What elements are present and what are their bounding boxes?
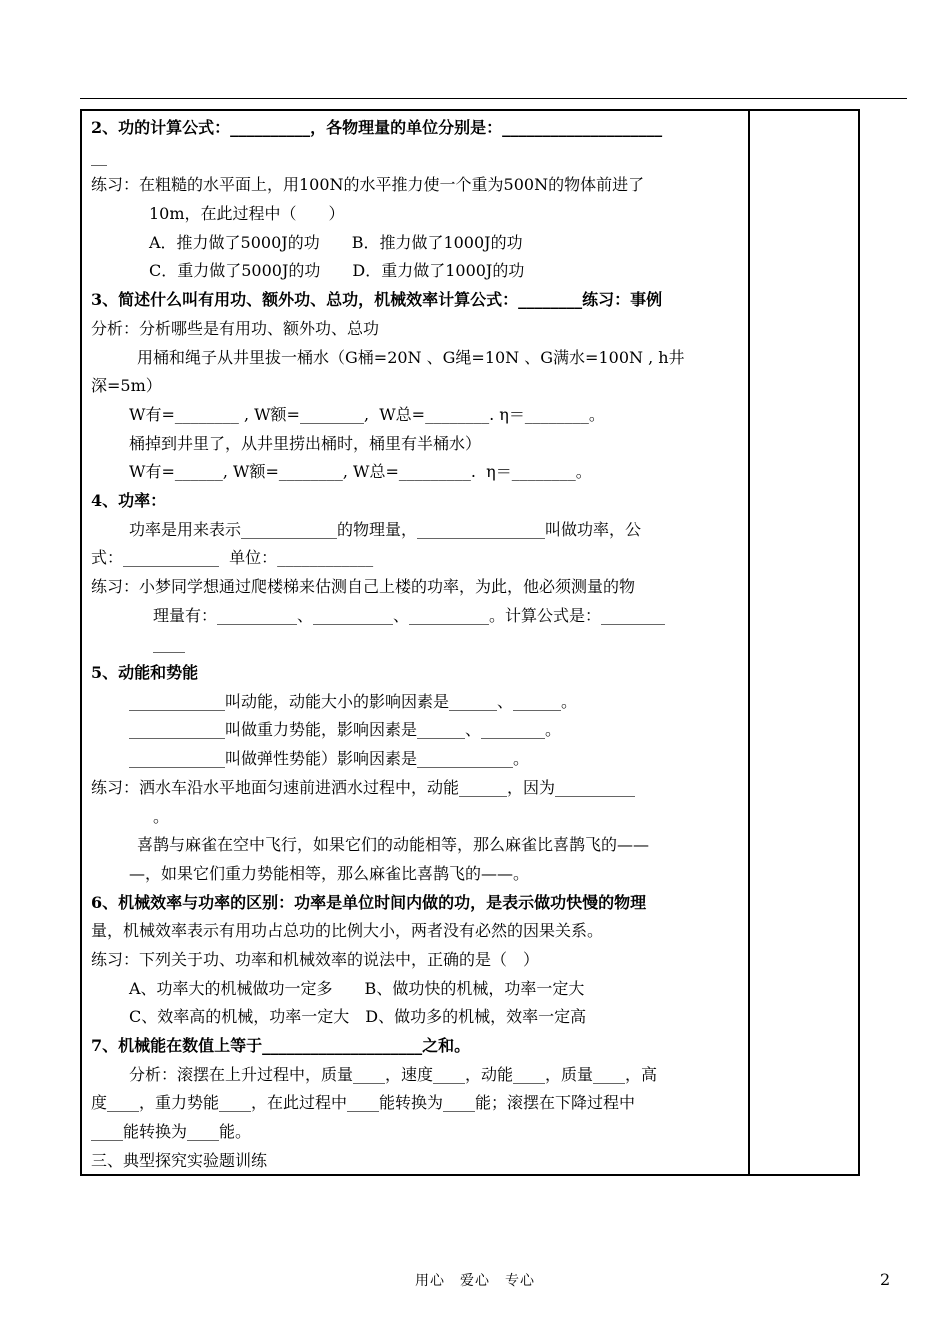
text-line: 三、典型探究实验题训练 [91, 1150, 268, 1170]
text-line: 分析：滚摆在上升过程中，质量____，速度____，动能____，质量____，高 [129, 1064, 658, 1084]
text-line: 练习：下列关于功、功率和机械效率的说法中，正确的是（ ） [91, 949, 540, 969]
text-line: 6、机械效率与功率的区别：功率是单位时间内做的功，是表示做功快慢的物理 [91, 892, 647, 912]
text-line: 练习：在粗糙的水平面上，用100N的水平推力使一个重为500N的物体前进了 [91, 175, 645, 195]
text-line: 练习：小梦同学想通过爬楼梯来估测自己上楼的功率，为此，他必须测量的物 [91, 577, 636, 596]
text-line: 用桶和绳子从井里拔一桶水（G桶=20N 、G绳=10N 、G满水=100N , h井 [137, 347, 685, 367]
text-line: —，如果它们重力势能相等，那么麻雀比喜鹊飞的——。 [129, 863, 530, 883]
text-line: 深=5m） [91, 376, 162, 396]
text-line: 度____，重力势能____，在此过程中____能转换为____能；滚摆在下降过程中 [91, 1093, 636, 1113]
text-line: C．重力做了5000J的功 D．重力做了1000J的功 [149, 261, 525, 281]
text-line: 。 [153, 806, 170, 826]
text-line: 10m，在此过程中（ ） [149, 204, 345, 224]
text-line: 功率是用来表示____________的物理量，________________叫做功率，公 [129, 519, 642, 539]
text-line: 式：____________ 单位：____________ [91, 548, 374, 568]
text-line: 桶掉到井里了，从井里捞出桶时，桶里有半桶水） [129, 433, 482, 453]
text-line: 3、简述什么叫有用功、额外功、总功，机械效率计算公式：________练习：事例 [91, 290, 663, 310]
worksheet-content [91, 114, 741, 1175]
text-line: 量，机械效率表示有用功占总功的比例大小，两者没有必然的因果关系。 [91, 921, 604, 941]
text-line: A．推力做了5000J的功 B．推力做了1000J的功 [149, 232, 523, 252]
text-line: A、功率大的机械做功一定多 B、做功快的机械，功率一定大 [129, 978, 585, 998]
text-line: W有=______, W额=________, W总=_________. η＝________。 [129, 462, 592, 482]
text-line: ____________叫动能，动能大小的影响因素是______、______。 [129, 691, 578, 711]
text-line: ____________叫做重力势能，影响因素是______、________。 [129, 720, 562, 740]
page-number: 2 [880, 1270, 891, 1289]
text-line: ____ [153, 634, 185, 654]
text-line: 理量有：__________、__________、__________。计算公式是：________ [153, 605, 666, 625]
text-line: W有=________ , W额=________, W总=________. η＝________。 [129, 404, 605, 424]
text-line: ____能转换为____能。 [91, 1122, 252, 1142]
text-line: ____________叫做弹性势能）影响因素是____________。 [129, 749, 530, 769]
text-line: 喜鹊与麻雀在空中飞行，如果它们的动能相等，那么麻雀比喜鹊飞的—— [137, 835, 650, 855]
text-line: 练习：洒水车沿水平地面匀速前进洒水过程中，动能______，因为__________ [91, 777, 636, 797]
text-line: __ [91, 146, 107, 166]
header-rule [80, 98, 907, 99]
text-line: 2、功的计算公式：__________，各物理量的单位分别是：____________________ [91, 118, 663, 137]
column-divider [748, 109, 750, 1176]
page-footer: 用心 爱心 专心 [415, 1273, 535, 1289]
text-line: 分析：分析哪些是有用功、额外功、总功 [91, 318, 380, 338]
text-line: 4、功率： [91, 490, 167, 510]
text-line: 7、机械能在数值上等于____________________之和。 [91, 1036, 471, 1055]
text-line: 5、动能和势能 [91, 663, 199, 683]
text-line: C、效率高的机械，功率一定大 D、做功多的机械，效率一定高 [129, 1007, 587, 1027]
